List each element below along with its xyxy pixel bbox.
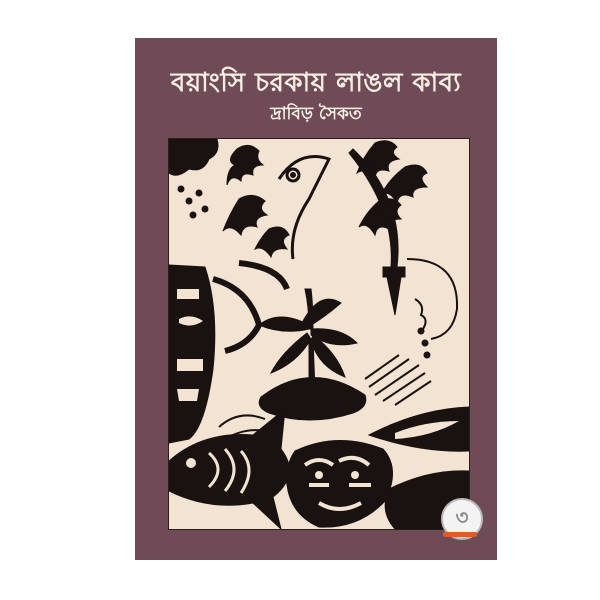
cloud-motif (169, 139, 218, 218)
head-motif (407, 259, 457, 339)
cover-artwork (168, 138, 470, 530)
book-author: দ্রাবিড় সৈকত (270, 104, 362, 124)
publisher-logo-icon: ৩ (441, 498, 483, 540)
plant-motif (259, 289, 357, 391)
boat-motif (369, 407, 469, 451)
publisher-logo-accent (443, 532, 477, 537)
mound-motif (259, 377, 366, 420)
cover-illustration (169, 139, 469, 529)
bird-head-motif (279, 157, 329, 260)
tiger-motif (287, 440, 393, 527)
book-cover (135, 38, 497, 560)
flame-motif-left (223, 145, 289, 257)
bull-horns-motif (213, 263, 287, 351)
book-title: বয়াংসি চরকায় লাঙল কাব্য (170, 68, 462, 98)
mask-motif (169, 265, 215, 443)
hatch-motif (365, 355, 431, 405)
